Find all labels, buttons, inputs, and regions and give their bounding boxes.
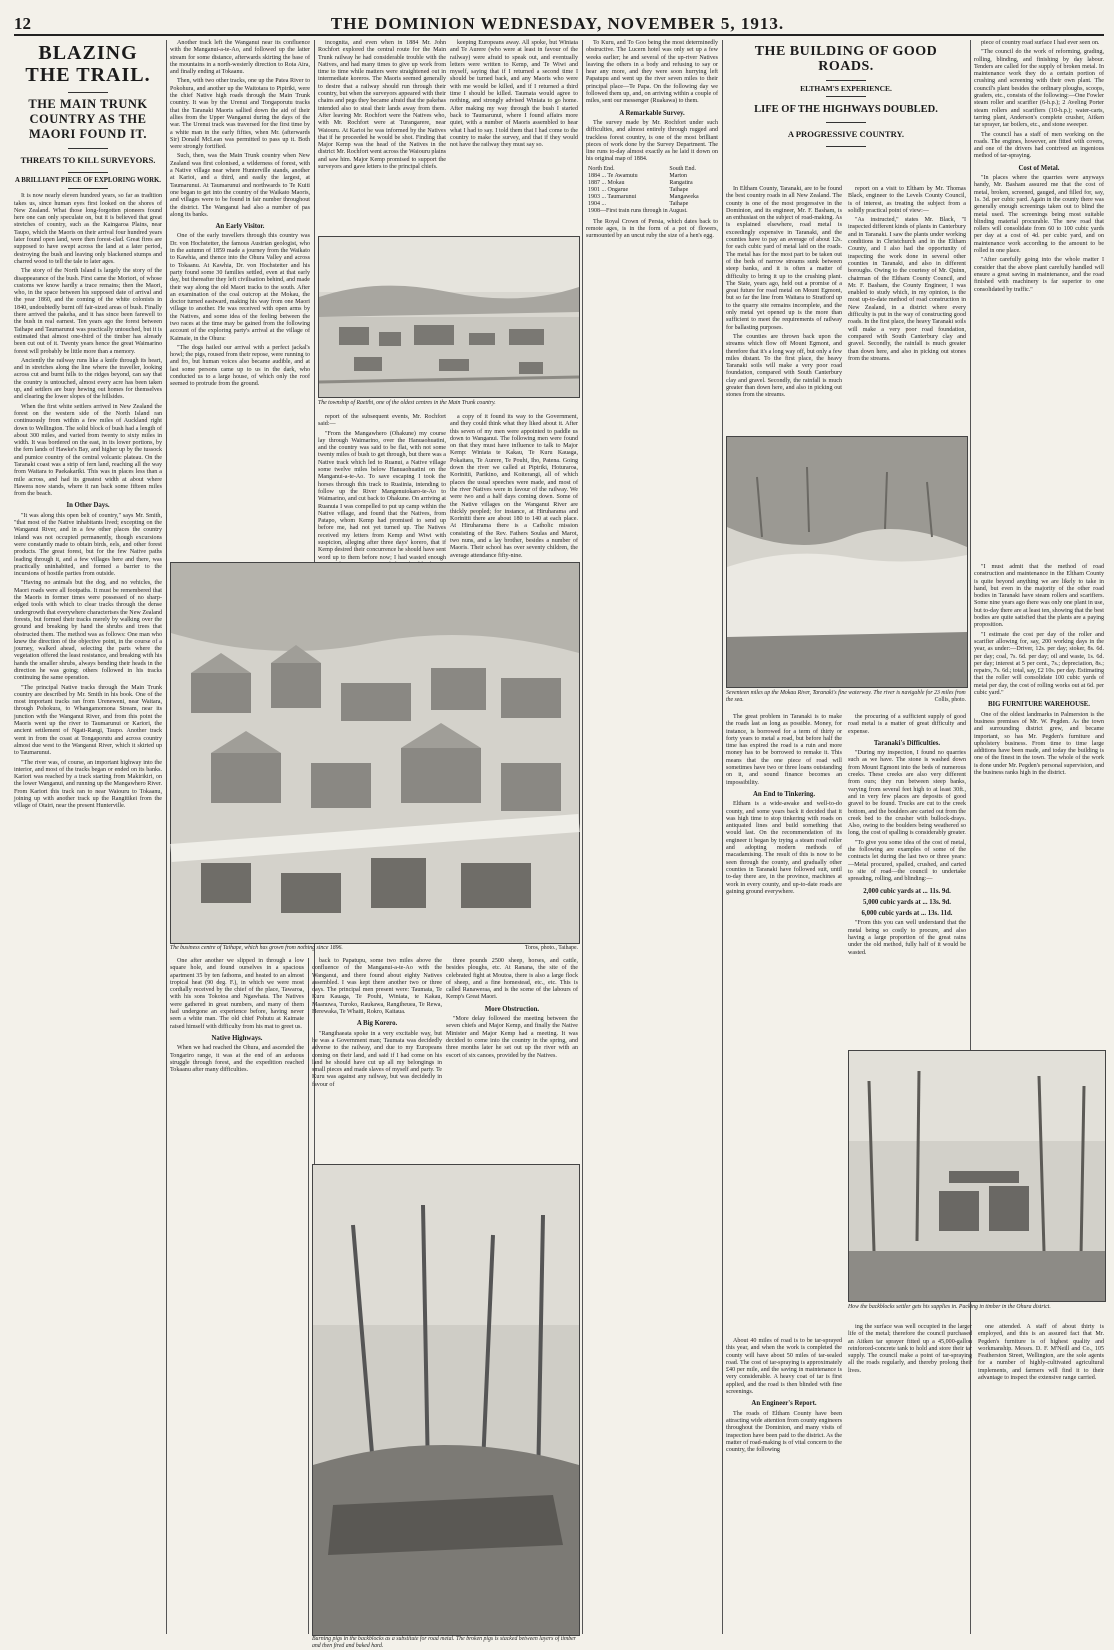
backblocks-caption: How the backblocks settler gets his supplies in. Packing in timber in the Ohura district.	[848, 1304, 1051, 1310]
right-subhead-2: LIFE OF THE HIGHWAYS DOUBLED.	[754, 104, 938, 116]
left-subhead-1: THE MAIN TRUNK COUNTRY AS THE MAORI FOUND IT.	[28, 97, 148, 141]
right-headline: THE BUILDING OF GOOD ROADS.	[754, 44, 938, 74]
left-col-1-body	[14, 193, 162, 810]
furniture-heading: BIG FURNITURE WAREHOUSE.	[987, 701, 1091, 709]
left-col-4-upper	[450, 40, 578, 232]
paragraph: "To give you some idea of the cost of metal, the following are examples of some of the contracts let during the last two or three years:—Metal procured, spalled, crushed, and carted to site of road—the council to undertake spreading, rolling, and blinding:—	[848, 839, 966, 883]
mokau-river-photo	[726, 436, 968, 688]
left-bottom-a	[170, 958, 304, 1644]
right-subhead-1: ELTHAM'S EXPERIENCE.	[800, 84, 892, 93]
paragraph: To Kuru, and To Goo being the most determinedly obstructive. The Lucern hotel was only set up a few weeks earlier; he and several of the up-river Natives leaving the others in a body and refusing to say or hear any more, and they were soon hurrying left Papatupu and went up the river seven miles to their principal place—Te Papa. On the following day we followed them up, and, on arriving within a couple of miles, sent our messenger (Ruakawa) to them.	[586, 40, 718, 105]
table-header-north: North End.	[588, 165, 615, 172]
taihape-credit: Toros, photo., Taihape.	[524, 945, 578, 951]
left-col-3-lower	[318, 414, 446, 561]
paragraph: three pounds 2500 sheep, horses, and cattle, besides ploughs, etc. At Ranana, the site of the celebrated fight at Moutoa, there is also a large flock of sheep, and a fine homestead, etc., etc. This is called Ranaweraa, and is the scene of the labours of Kemp's Great Maori.	[446, 958, 578, 1001]
paragraph: When the first white settlers arrived in New Zealand the forest on the western side of the North Island ran continuously from within a few miles of Auckland right down to Wellington. The solid block of bush had a length of about 300 miles, and varied from twenty to sixty miles in width. It was bordered on the east, in its lower portions, by the fern lands of Hawke's Bay, and higher up by the tussock and pumice country of the central volcanic plateau. On the Taranaki coast was a strip of fern land, reaching all the way from Waitara to Paekakariki. This was in places less than a mile across, and had its greatest width at about where Hawera now stands, where it ran back some fifteen miles from the beach.	[14, 403, 162, 498]
backblocks-photo	[848, 1050, 1106, 1302]
railway-progress-table	[586, 166, 718, 215]
paragraph: keeping Europeans away. All spoke, but Winiata and Te Aurere (who were at least in favour of the railway) were afraid to speak out, and eventually letters were written to Kemp, and Te Wiwi and myself, saying that if I returned a second time I should be turned back, and any Maoris who were with me would be killed, and if I returned a third time I should be killed. Taumata would agree to nothing, and strongly advised Winiata to go home. After making my way through the bush I started back to Taumarunui, where I found affairs more quiet, with a number of Maoris assembled to hear what I had to say. I told them that I had come to the country to make the survey, and that if they would not have the railway they must say so.	[450, 40, 578, 149]
paragraph: "The council do the work of reforming, grading, rolling, blinding, and finishing by day labour. Tenders are called for the supply of broken metal. In maintenance work they do a certain portion of crushing and screening with their own plant. The council's plant besides the ordinary ploughs, scoops, graders, etc., consists of the following:—One Fowler steam roller and scarifier (6-h.p.); 2 Aveling Porter steam rollers and scarifiers (10-h.p.); water-carts, tarring plant, Anderson's complete crusher, Aitken tar sprayer, tar boilers, etc., and stone sweeper.	[974, 49, 1104, 129]
table-row: 1908—First train runs through in August.	[588, 207, 688, 214]
mokau-caption: Seventeen miles up the Mokau River, Taranaki's fine waterway. The river is navigable for 23 miles from the sea. Collis, photo.	[726, 690, 966, 703]
paragraph: "As instructed," states Mr. Black, "I inspected different kinds of plants in Canterbury and in Taranaki. I saw the plants under working conditions in Christchurch and in the Eltham County, and I also had the opportunity of inspecting the work done in several other counties in Taranaki, and also in different boroughs. Owing to the courtesy of Mr. Quinn, chairman of the Eltham County Council, and Mr. F. Basham, the County Engineer, I was enabled to study which, in my opinion, is the most up-to-date method of road construction in New Zealand, in a district where every difficulty is put in the way of constructing good roads. In the first place, the heavy Taranaki soils will make a very poor road foundation, compared with South Canterbury clay and gravel. Secondly, the rainfall is much greater than down here, and also in picking out stones from the streams.	[848, 217, 967, 362]
furniture-paragraph: One of the oldest landmarks in Palmerston is the business premises of Mr. W. Pegden. As the town and surrounding district grew, and became important, so has Mr. Pegden's furniture and upholstery business. From time to time large additions have been made, and today the building is one of the finest in the town. The whole of the work is done under Mr. Pegden's personal supervision, and the business ranks high in the district.	[974, 711, 1104, 777]
paragraph: back to Papatupu, some two miles above the confluence of the Manganui-a-te-Ao with the Wanganui, and there found about eighty Natives assembled. I was kept there another two or three days. The principal men present were: Taumata, Te Kuru Kauaga, Te Pouhi, Winiata, te Kakau, Maanuwa, Turoko, Raukawa, Rangiheuea, Te Rewa, Herewaka, Te Whaiti, Rokro, Kaitaua.	[312, 958, 442, 1016]
paragraph: incognita, and even when in 1884 Mr. John Rochfort explored the central route for the Main Trunk railway he had considerable trouble with the Natives, and had many times to give up work from time to time while matters were straightened out in intermediate koreros. The Maoris seemed generally to desire that a railway should run through their country, but when the surveyors appeared with their chains and pegs they became afraid that the pakehas intended also to steal their lands away from them. After leaving Mr. Rochfort were the Natives who, with Mr. Rochfort were at Turangarere, near Waiouru. At Karioi he was informed by the Natives that if he proceeded he would be shot. Finding that Major Kemp was the head of the Natives in the district Mr. Rochfort went across the Waiouru plains and saw him. Major Kemp promised to support the surveyors and gave letters to the principal chiefs.	[318, 40, 446, 171]
paragraph: "More delay followed the meeting between the seven chiefs and Major Kemp, and finally the Native Minister and Major Kemp had a meeting. It was decided to come into the country in the spring, and three months later he set out up the river with an escort of six canoes, provided by the Natives.	[446, 1016, 578, 1059]
section-subhead: 5,000 cubic yards at ... 13s. 9d.	[863, 898, 951, 906]
section-subhead: Taranaki's Difficulties.	[873, 739, 941, 747]
persia-crown-note: The Royal Crown of Persia, which dates back to remote ages, is in the form of a pot of flowers, surmounted by an uncut ruby the size of a hen's egg.	[586, 218, 718, 240]
section-subhead: A Big Korero.	[356, 1020, 398, 1028]
paragraph: Anciently the railway runs like a knife through its heart, and in stretches along the line where the traveller, looking across cut and burnt hills to the ridges beyond, can say that the country is untouched, almost every acre has been taken up, and settlers are busy hewing out homes for themselves and clearing the lower slopes of the hillsides.	[14, 357, 162, 401]
paragraph: report of the subsequent events, Mr. Rochfort said:—	[318, 414, 446, 428]
paragraph: One of the early travellers through this country was Dr. von Hochstetter, the famous Austrian geologist, who in the autumn of 1859 made a journey from the Waikato to Kawhia, and thence into the Ohura Valley and across to Tokaanu. At Kawhia, Dr. von Hochstetter and his party found some 30 families settled, even at that early day, but thereafter they left civilisation behind, and made their way along the old Maori tracks to the south. After an examination of the coal outcrop at the Mokau, the doctor turned eastward, making his way from one Maori village to another. He was received with open arms by the Natives, and some idea of the feeling between the two races at the time may be gained from the following account of the exploring party's arrival at the village of Kaimaie, in the Ohura:	[170, 233, 310, 342]
paragraph: Another track left the Wanganui near its confluence with the Manganui-a-te-Ao, and followed up the latter stream for some distance, afterwards skirting the base of the mountains in a north-westerly direction to Rota Aira, and finally ending at Tokaanu.	[170, 40, 310, 76]
paragraph: Eltham is a wide-awake and well-to-do county, and some years back it decided that it was high time to stop tinkering with roads on antiquated lines and build something that would last. On the recommendation of its engineer it began by trying a steam road roller and adopting modern methods of macadamising. The result of this is now to be seen through the county, and gradually other counties in Taranaki have followed suit, until to-day there are, in the province, machines at work in every county, and up-to-date roads are gaining ground everywhere.	[726, 801, 842, 895]
paragraph: The counties are thrown back upon the streams which flow off Mount Egmont, and therefore that it's a long way off, but only a few miles distant. To the first place, the heavy Taranaki soils will make a very poor road foundation, compared with South Canterbury clay and gravel. Secondly, the rainfall is much greater than down here, and also in picking out stones from the streams.	[726, 333, 842, 399]
paragraph: a copy of it found its way to the Government, and they could think what they liked about it. After this seven of my men were appointed to paddle us down to Wanganui. The following men were found on that they must have influence to talk to Major Kemp: Winiata te Kakau, Te Kuru Kauaga, Pokaitara, Te Aurere, Te Pouhi, Iho, Patena. Going down the river we called at Pipiriki, Hoturaroa, Korinitii, Parikino, and Koiterangi, all of which places the usual speeches were made, and most of the river Natives were in favour of the railway. We were two and a half days coming down. Some of the Native villages on the Wanganui River are thickly peopled; for instance, at Hiruharama and Korinitii there are about 180 to 140 at each place. At Hiruharama there is a Catholic mission consisting of the Rev. Fathers Soulas and Marot, two nuns, and a lay brother, besides a number of Maoris. Their school has over seventy children, the average attendance fifty-nine.	[450, 414, 578, 559]
paragraph: The survey made by Mr. Rochfort under such difficulties, and almost entirely through rugged and trackless forest country, is one of the most brilliant pieces of work done by the Survey Department. The line runs to-day almost exactly as he laid it down on his original map of 1884.	[586, 119, 718, 163]
section-subhead: In Other Days.	[66, 502, 110, 510]
page-number: 12	[14, 14, 31, 33]
table-row: 1903 ... Taumarunui Mangaweka	[588, 193, 699, 200]
paragraph: "The river was, of course, an important highway into the interior, and most of the tracks began or ended on its banks. Kariori was reached by a track starting from Makirikiri, on the lower Wanganui, and running up the Mangawhero River. From Kariori this track ran to near Waiouru to Tokaanu, joining up with another track up the Rangitikei from the village of Otairi, near the present Hunterville.	[14, 759, 162, 810]
table-row: 1884 ... Te Awamutu Marton	[588, 172, 688, 179]
paragraph: "I must admit that the method of road construction and maintenance in the Eltham County is quite beyond anything we are likely to take in hand, but even in the majority of the other road bodies in Taranaki have steam rollers and scarifiers. Some nine years ago there was only one plant in use, but to-day there are at least ten, showing that the best bodies are quite satisfied that the plants are a paying proposition.	[974, 564, 1104, 629]
left-headline: BLAZING THE TRAIL.	[25, 42, 151, 86]
section-subhead: An End to Tinkering.	[752, 790, 816, 798]
left-col-5	[586, 40, 718, 1634]
right-bottom-3: one attended. A staff of about thirty is employed, and this is an assured fact that Mr. Pegden's furniture is of highest quality and workmanship. Messrs. D. F. M'Neill and Co., 105 Featherston Street, Wellington, are the sole agents for a number of highly-cultivated agricultural implements, and farmers will find it to their advantage to inspect the extensive range carried.	[978, 1324, 1104, 1382]
paragraph: "The principal Native tracks through the Main Trunk country are described by Mr. Smith in his book. One of the most important tracks ran from Ureneweni, near Waitara, through Pohokura, to Whangamomona Stream, near its junction with the Wanganui River, and from this point the Maoris went up the river to Taumarunui or Kariori, the ancient settlement of Ngati-Rangi, Taupo. Another track went in from the coast at Tongaporutu and across country almost due west to the Wanganui River, which it skirted up to Taumarunui.	[14, 684, 162, 757]
left-subhead-3: A BRILLIANT PIECE OF EXPLORING WORK.	[14, 177, 162, 184]
table-row: 1904 ... Taihape	[588, 200, 689, 207]
paragraph: "Rangihaeata spoke in a very excitable way, but he was a Government man; Taumata was decidedly adverse to the railway, and due to my Europeans coming on their land, and said if I had come on his land he should have cut up all my belongings in small pieces and made slaves of myself and party. Te Kuru was against any railway, but was decidedly in favour of	[312, 1030, 442, 1088]
section-subhead: More Obstruction.	[484, 1005, 540, 1013]
right-article-header	[726, 40, 966, 182]
paragraph: report on a visit to Eltham by Mr. Thomas Black, engineer to the Levels County Council, is of interest, as treating the subject from a solidly practical point of view:—	[848, 186, 966, 214]
left-col-2-body	[170, 40, 310, 389]
left-col-4-lower	[450, 414, 578, 559]
paragraph: Such, then, was the Main Trunk country when New Zealand was first colonised, a wilderness of forest, with a Native village near where Hunterville stands, another at Karioi, and a third, and easily the largest, at Taumarunui. At Taumarunui and northwards to Te Kuiti one began to get into the country of the Waikato Maoris, and villages were to be found in fair number throughout the district. The Wanganui had also a number of pas along its banks.	[170, 153, 310, 218]
paragraph: "Having no animals but the dog, and no vehicles, the Maori roads were all footpaths. It must be remembered that the Maoris in former times were possessed of no sharp-edged tools with which to clear tracks through the dense undergrowth that everywhere characterises the New Zealand forests, but formed their tracks merely by walking over the ground and breaking by hand the shrubs and trees that obstructed them. The method was as follows: One man who knew the direction of the objective point, in the course of a journey, walked ahead, selecting the parts where the vegetation offered the least resistance, and breaking with his hands the smaller shrubs, always bending their heads in the direction he was going; others followed in his tracks continuing the same operation.	[14, 580, 162, 682]
right-col-1-upper	[726, 186, 842, 430]
taihape-photo	[170, 562, 580, 944]
section-subhead: A Remarkable Survey.	[619, 109, 685, 117]
paragraph: "I estimate the cost per day of the roller and scarifier allowing for, say, 200 working days in the year, as under:—Driver, 12s. per day; stoker, 8s. 6d. per day; coal, 7s. 6d. per day; oil and waste, 1s. 6d. per day; interest at 5 per cent., 7s.; depreciation, 8s.; repairs, 7s. 6d.; total, say, £2 10s. per day. Estimating that the roller will consolidate 100 cubic yards of metal per day, the cost of rolling works out at 6d. per cubic yard."	[974, 631, 1104, 697]
table-row: 1901 ... Ongarue Taihape	[588, 186, 689, 193]
right-subhead-3: A PROGRESSIVE COUNTRY.	[787, 129, 905, 140]
paragraph: Then, with two other tracks, one up the Patea River to Pokohura, and another up the Waitotara to Pipiriki, were the chief Native high roads through the Main Trunk country. It was by the Urenui and Tongaporutu tracks that the Taranaki Maoris sallied down the aid of their allies from the Upper Wanganui during the days of the war. The Urenui track was traversed for the first time by a white man in the early fifties, when Mr. (afterwards Sir) Donald McLean was permitted to pass up it. Both were strongly fortified.	[170, 78, 310, 151]
paragraph: The great problem in Taranaki is to make the roads last as long as possible. Money, for instance, is borrowed for a term of thirty or forty years to metal a road, but before half the time has expired the road is a ruin and more money has to be borrowed to remake it. This means that the one piece of road will sometimes have two or three loans outstanding on it, and sound finance becomes an impossibility.	[726, 714, 842, 786]
paragraph: One after another we slipped in through a low square hole, and found ourselves in a spacious apartment 35 by ten fathoms, and heated to an almost tropical heat (90 deg. F.), in which we were most cordially received by the chief of the place, Tawaroa, with his sons Tokotoa and Ngawhata. The Natives were gathered in great numbers, and many of them had undergone an experience before, having never seen a white man. The old chief Pohutu at Kaimaie raised himself with difficulty from his mat to greet us.	[170, 958, 304, 1030]
right-col-2-upper	[848, 186, 966, 430]
paragraph: It is now nearly eleven hundred years, so far as tradition takes us, since human eyes first looked on the shores of New Zealand. What those long-forgotten pioneers found here one can only speculate on, but it is believed that great stretches of country, such as the Kaingaroa Plains, near Taupo, which the Maoris on their arrival four hundred years later found open land, were then forest-clad. Great fires are supposed to have swept across the land at a later period, destroying the bush and leaving only blackened stumps and charred wood to tell the tale to later ages.	[14, 193, 162, 265]
section-subhead: Cost of Metal.	[1018, 164, 1060, 172]
burning-pigs-photo	[312, 1164, 580, 1636]
paragraph: "After carefully going into the whole matter I consider that the above plant carefully handled will ensure a great saving in maintenance, and the road finished with machinery is far superior to one consolidated by traffic."	[974, 257, 1104, 293]
paragraph: "The dogs hailed our arrival with a perfect jackal's howl; the pigs, roused from their repose, were running to and fro, but human voices also became audible, and at last some persons came up to us in the dark, who conducted us to a large house, of which only the roof seemed to protrude from the ground.	[170, 344, 310, 388]
columns	[14, 40, 1104, 1649]
paragraph: the procuring of a sufficient supply of good road metal is a matter of great difficulty and expense.	[848, 714, 966, 735]
masthead	[14, 8, 1104, 36]
table-row: 1887 ... Mokau Rangatira	[588, 179, 693, 186]
section-subhead: An Early Visitor.	[215, 223, 265, 231]
section-subhead: 2,000 cubic yards at ... 11s. 9d.	[863, 887, 951, 895]
paragraph: "In places where the quarries were anyways handy, Mr. Basham assured me that the cost of metal, broken, screened, gauged, and filled for, say, 1s. 3d. per cubic yard. Again in the county there was generally enough screenings taken out to blind the metal used. The screenings being most suitable blinding material procurable. The new road that rollers will consolidate from 60 to 100 cubic yards per day at a cost of 4d. per cubic yard, and on maintenance work according to the amount to be rolled in one place.	[974, 175, 1104, 255]
raetihi-photo	[318, 236, 580, 398]
right-col-3	[974, 40, 1104, 560]
paragraph: "It was along this open belt of country," says Mr. Smith, "that most of the Native inhabitants lived; excepting on the Wanganui River, and in a few other places the country inland was not occupied permanently, though excursions were constantly made to obtain birds, eels, and other forest products. The great forest, but for the few Native paths leading through it, and a few villages here and there, was practically uninhabited, and formed a barrier to the incursions of hostile parties from outside.	[14, 512, 162, 578]
left-subhead-2: THREATS TO KILL SURVEYORS.	[20, 155, 156, 165]
section-subhead: Native Highways.	[211, 1034, 263, 1042]
burning-pigs-caption: Burning pigs in the backblocks as a substitute for road metal. The broken pigs is stacked between layers of timber and then fired and baked hard.	[312, 1636, 576, 1649]
left-col-1	[14, 40, 162, 1634]
left-bottom-c	[446, 958, 578, 1158]
paragraph: piece of country road surface I had ever seen on.	[981, 40, 1100, 46]
paragraph: In Eltham County, Taranaki, are to be found the best country roads in all New Zealand. The county is one of the most progressive in the Dominion, and its engineer, Mr. F. Basham, is an enthusiast on the subject of road-making. As is explained elsewhere, road metal is exceedingly expensive in Taranaki, and the counties have to pay an average of about 12s. for each cubic yard of metal laid on the roads. The metal has for the most part to be taken out of the beds of narrow streams sunk between steep banks, and it is often a matter of difficulty to bring it up to the crushing plant. The State, years ago, held out a promise of a great future for road metal on Mount Egmont, but so far the line from Waitara to Stratford up to the quarry site remains incomplete, and the only metal yet opened up is the more than sufficient to meet the requirements of railway for ballasting purposes.	[726, 186, 842, 331]
paragraph: "During my inspection, I found no quarries such as we have. The stone is washed down from Mount Egmont into the beds of numerous creeks. These creeks are also very different from ours; they run between steep banks, varying from several feet high to at least 30ft., and in very few places are deposits of good gravel to be found. Trucks are cut to the creek bottom, and the boulders are carted out from the creek bed to the crusher with bullock-drays. Also, owing to the boulders being weathered so long, the cost of spalling is considerably greater.	[848, 750, 966, 837]
right-col-3-lower	[974, 564, 1104, 1044]
left-col-3-upper	[318, 40, 446, 232]
paragraph: When we had reached the Ohura, and ascended the Tongariro range, it was at the end of an arduous struggle through forest, and the expedition reached Tokaanu after many difficulties.	[170, 1045, 304, 1074]
section-subhead: 6,000 cubic yards at ... 13s. 11d.	[861, 910, 953, 918]
table-header-south: South End.	[669, 165, 697, 172]
right-col-1-lower	[726, 714, 842, 1334]
raetihi-caption: The township of Raetihi, one of the oldest centres in the Main Trunk country.	[318, 400, 496, 406]
paragraph: "From this you can well understand that the metal being so costly to procure, and also having a large proportion of the great rains under the old method, fully half of it would be wasted.	[848, 920, 966, 956]
paragraph: The council has a staff of men working on the roads. The engines, however, are fitted with covers, and one of the drivers had contrived an ingenious method of tar-spraying.	[974, 131, 1104, 160]
left-bottom-b	[312, 958, 442, 1158]
right-bottom-1: About 40 miles of road is to be tar-sprayed this year, and when the work is completed the county will have about 50 miles of tar-sealed road. The cost of tar-spraying is approximately £40 per mile, and the saving in maintenance is very considerable. A heavy coat of tar is first applied, and the road is then blinded with fine screenings. An Engineer's Report. The roads of Eltham County have been attracting wide attention from county engineers throughout the Dominion, and many visits of inspection have been paid to the district. As the matter of road-making is of vital concern to the country, the following	[726, 1338, 842, 1454]
right-bottom-2: ing the surface was well occupied in the larger life of the metal; therefore the council purchased an Aitken tar sprayer fitted up a 45,000-gallon reinforced-concrete tank to hold and store their tar supply. The council make a point of tar-spraying all the roads regularly, and thereby prolong their lives.	[848, 1324, 972, 1374]
mokau-credit: Collis, photo.	[934, 697, 966, 703]
masthead-title: THE DOMINION WEDNESDAY, NOVEMBER 5, 1913.	[330, 14, 785, 33]
paragraph: "From the Mangawhero (Ohakune) my course lay through Waimarino, over the Hanuaohuatini, and the country was said to be flat, with not some twenty miles of bush to get through, but there was a Native track which led to Ruanui, a Native village some twelve miles below Hanuaohuatini on the Manganui-a-te-Ao. To save escaping I took the horses through this track to Ruaiinia, intending to follow up the River Mangenuiokaro-te-Ao to Waimarino, and cut back to Ohakune. On arriving at Ruanuia I was compelled to put up camp within the Native village, and found that the Natives, from Patapo, whom Kemp had promised to send up before me, had not yet turned up. The Natives received my letters from Kemp and Wiwi with suspicion, alleging after three days' korero, that if Kemp desired their concurrence he should have sent word up to them before now; I had wasted enough	[318, 430, 446, 561]
taihape-caption: The business centre of Taihape, which has grown from nothing since 1896. Toros, photo., Taihape.	[170, 945, 578, 951]
paragraph: The story of the North Island is largely the story of the disappearance of the bush. First came the Moriori, of whose customs we know hardly a trace remains; then the Maori, who, in the space between his supposed date of arrival and the year 1860, and the coming of the white colonists in 1840, undoubtedly burnt off fair-sized areas of bush. Finally there arrived the pakeha, and it has since been farewell to the bush in real earnest. Ten years ago the forest between Taihape and Taumarunui was practically untouched, but it is estimated that almost one-third of the timber has already been cut out of it. Twenty years hence the great Waimarino forest will probably be little more than a memory.	[14, 268, 162, 355]
